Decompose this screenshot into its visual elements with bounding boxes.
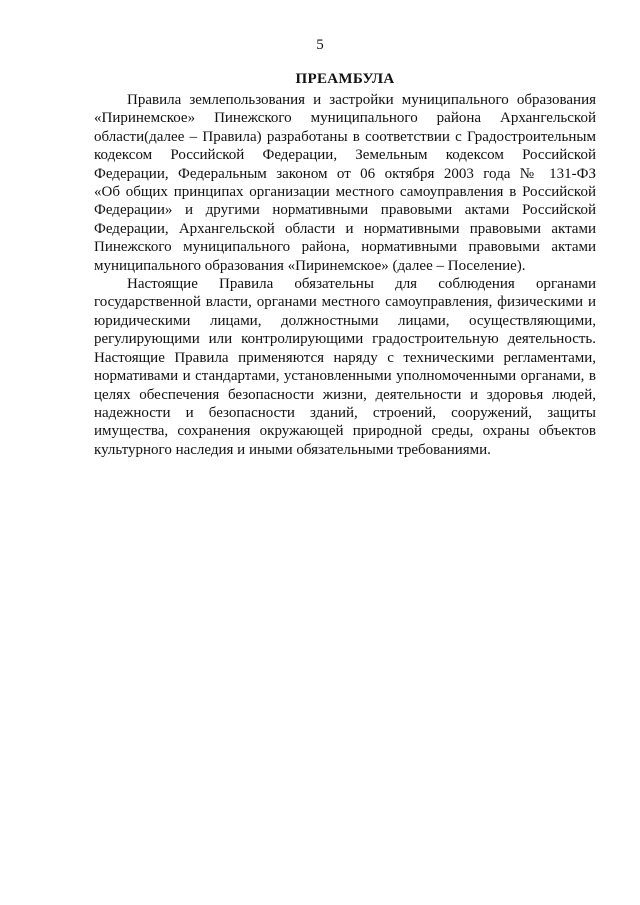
- text-line: «Об общих принципах организации местного самоуправления в Российской: [94, 184, 596, 201]
- text-line: имущества, сохранения окружающей природной среды, охраны объектов: [94, 423, 596, 440]
- page-number: 5: [316, 37, 324, 53]
- text-line: Настоящие Правила применяются наряду с техническими регламентами,: [94, 349, 596, 366]
- text-line: Федерации» и другими нормативными правовыми актами Российской: [94, 202, 596, 219]
- text-line: Правила землепользования и застройки муниципального образования: [127, 92, 596, 108]
- text-line: Настоящие Правила обязательны для соблюдения органами: [127, 276, 596, 293]
- text-line: целях обеспечения безопасности жизни, деятельности и здоровья людей,: [94, 386, 596, 403]
- text-line: государственной власти, органами местного самоуправления, физическими и: [94, 294, 596, 311]
- text-line: муниципального образования «Пиринемское» (далее – Поселение).: [94, 257, 526, 274]
- text-line: «Пиринемское» Пинежского муниципального района Архангельской: [94, 110, 596, 127]
- document-body: [94, 91, 596, 459]
- text-line: нормативами и стандартами, установленными уполномоченными органами, в: [94, 368, 596, 385]
- text-line: кодексом Российской Федерации, Земельным кодексом Российской: [94, 147, 596, 164]
- text-line: Федерации, Архангельской области и нормативными правовыми актами: [94, 220, 596, 237]
- paragraph-preamble-2: [94, 275, 596, 459]
- text-line: Федерации, Федеральным законом от 06 октября 2003 года № 131-ФЗ: [94, 165, 596, 182]
- text-line: культурного наследия и иными обязательными требованиями.: [94, 441, 491, 458]
- text-line: надежности и безопасности зданий, строений, сооружений, защиты: [94, 404, 596, 421]
- section-heading: ПРЕАМБУЛА: [295, 71, 395, 87]
- text-line: регулирующими или контролирующими градостроительную деятельность.: [94, 331, 596, 348]
- text-line: Пинежского муниципального района, нормативными правовыми актами: [94, 239, 596, 256]
- text-line: области(далее – Правила) разработаны в соответствии с Градостроительным: [94, 128, 596, 145]
- paragraph-preamble-1: [94, 91, 596, 275]
- text-line: юридическими лицами, должностными лицами, осуществляющими,: [94, 312, 596, 329]
